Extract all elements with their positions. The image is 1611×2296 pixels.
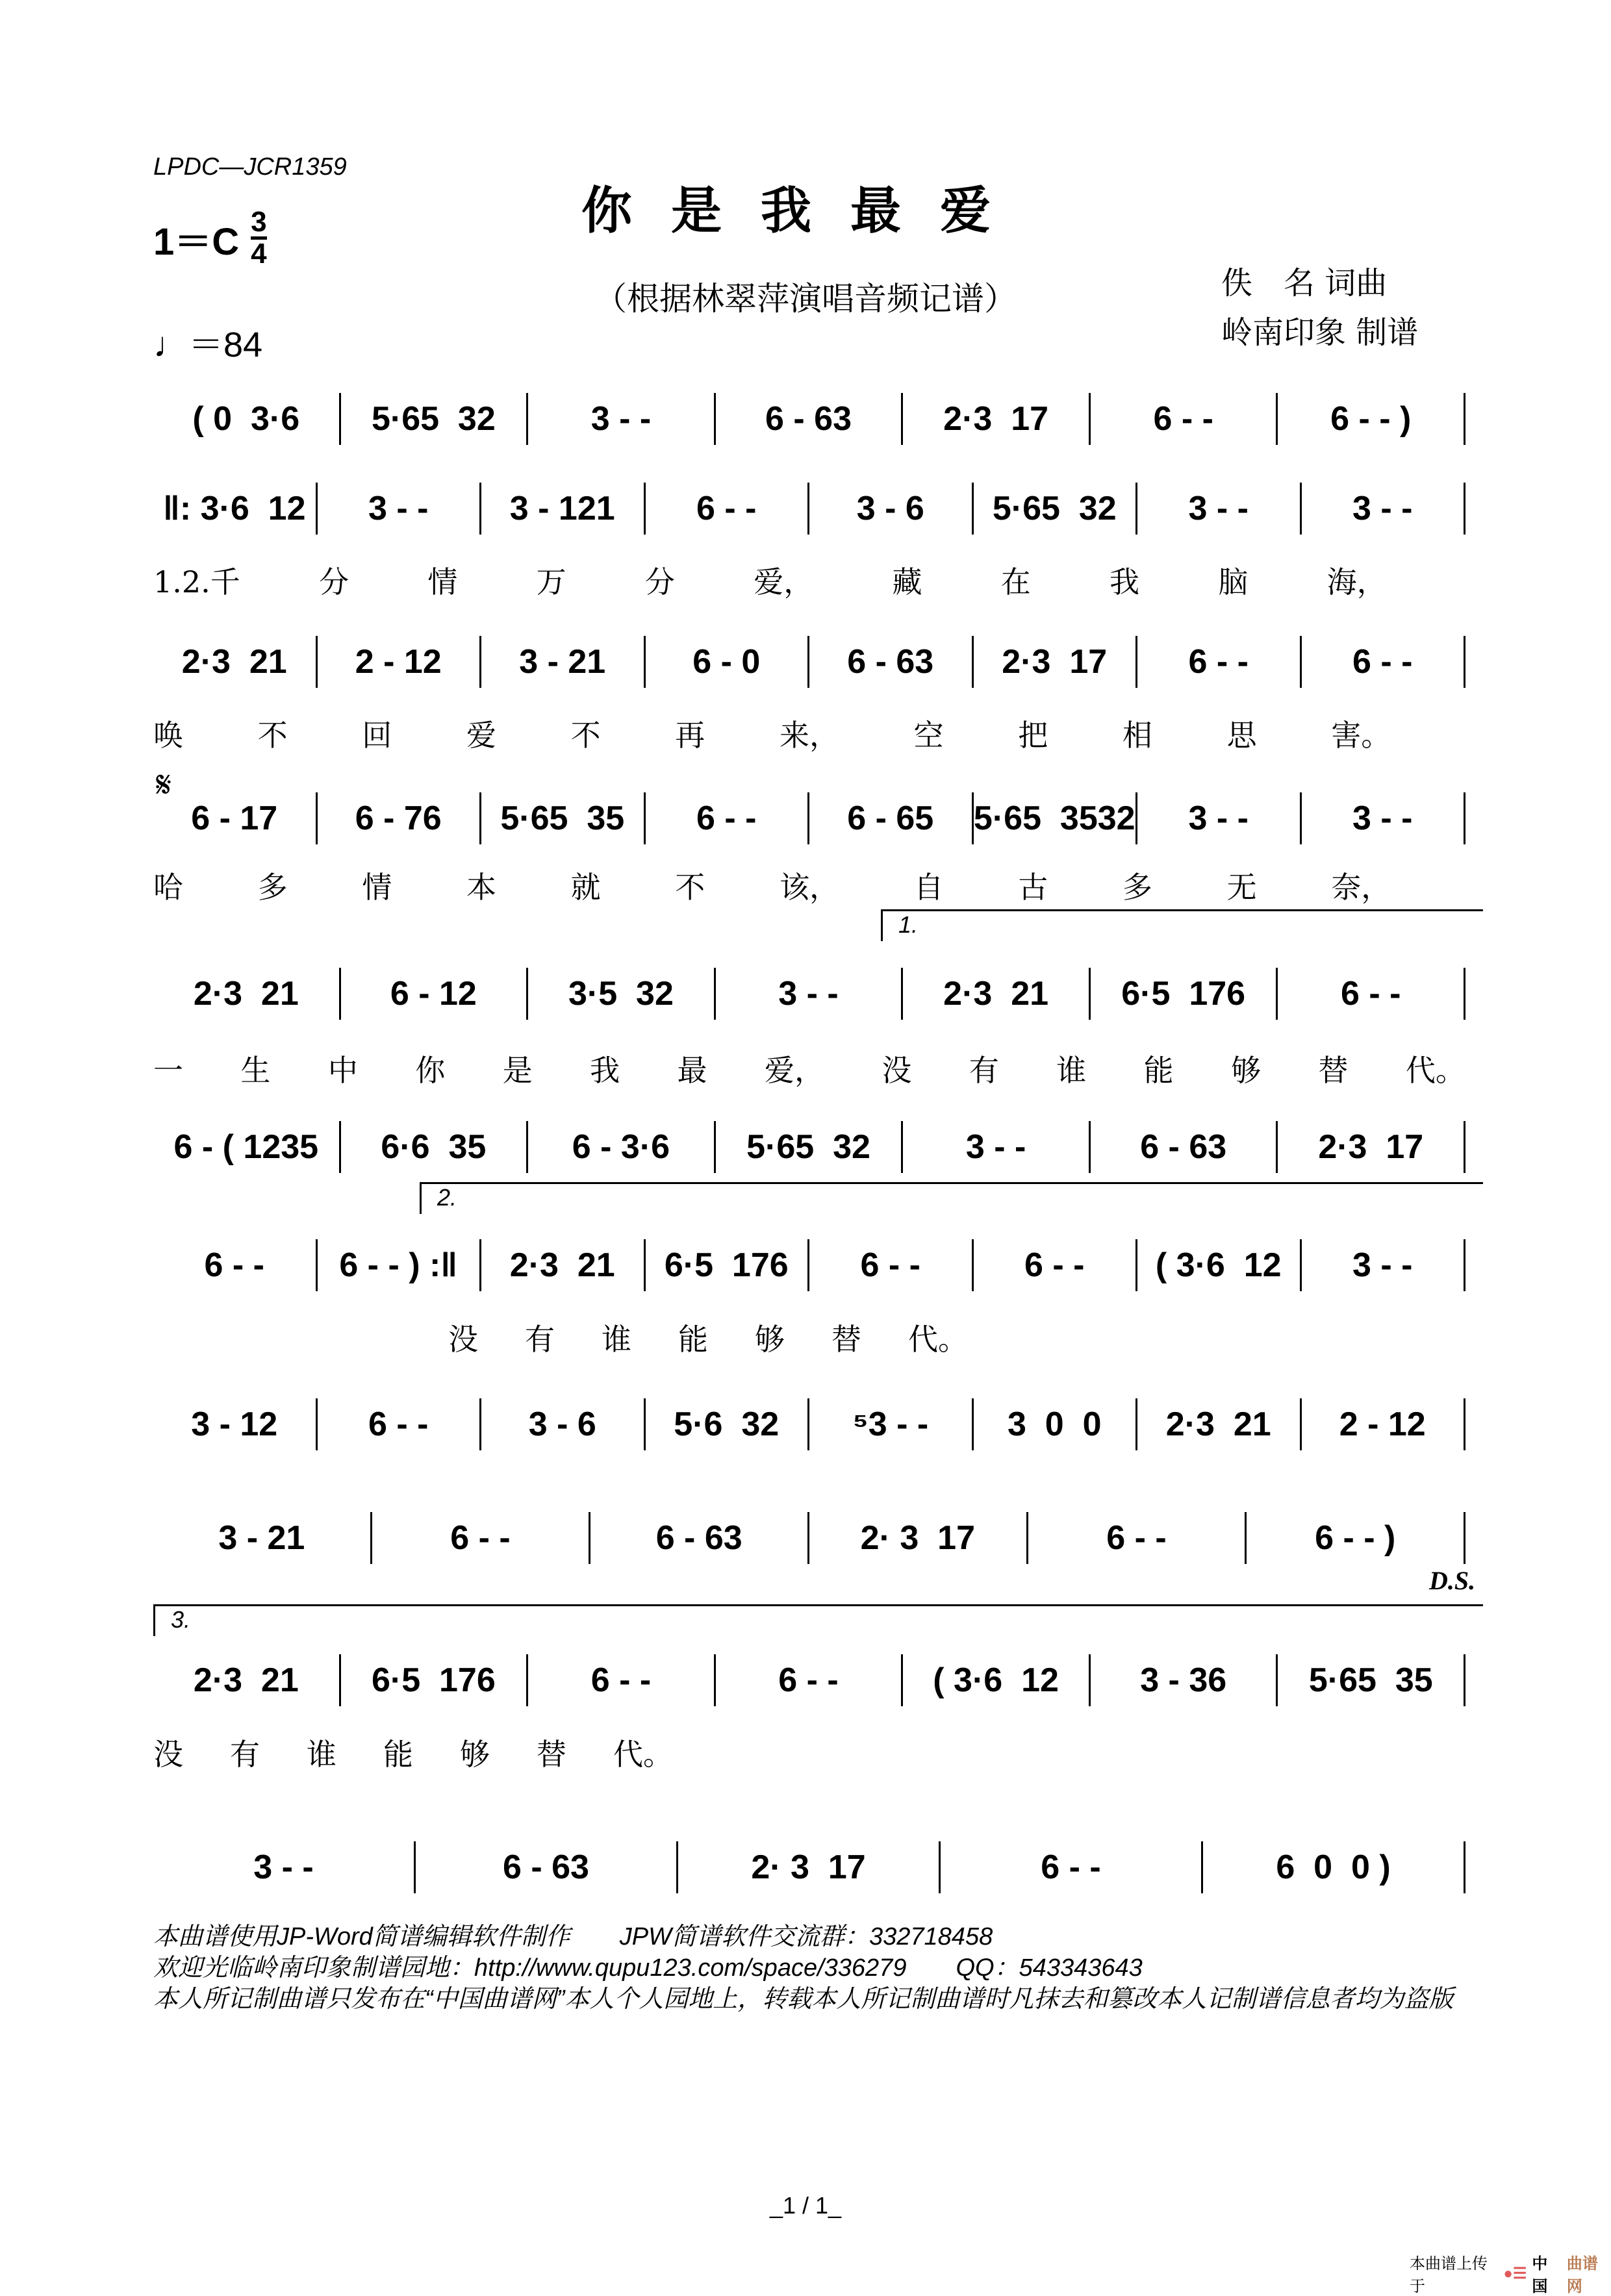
measure: 5·65 32 [341,393,529,445]
lyric-word: 能 [678,1322,708,1357]
measure: 6 - - [528,1654,716,1706]
measure: 2 - 12 [318,636,482,688]
lyric-word: 替 [537,1737,566,1772]
lyric-word: 哈 [153,870,183,905]
measure: 2· 3 17 [809,1512,1028,1564]
footer-line-1: 本曲谱使用JP-Word简谱编辑软件制作 JPW简谱软件交流群：332718458 [153,1923,993,1950]
lyric-word: 不 [570,718,601,753]
measure: 2·3 17 [974,636,1138,688]
measure: 6 - - [809,1239,974,1291]
lyric-word: 代。 [613,1737,673,1772]
time-bottom: 4 [251,238,267,270]
measure: 3 - 21 [153,1512,372,1564]
lyric-word: 爱， [764,1053,824,1088]
ds-marking: D.S. [1429,1566,1476,1595]
measure: 6 - - [1137,636,1302,688]
lyric-word: 一 [153,1053,183,1088]
segno-icon: 𝄋 [156,764,172,805]
score-row [153,1654,1465,1706]
lyric-word: 空 [913,718,944,753]
lyric-word: 不 [675,870,705,905]
measure: 6 - - [318,1398,482,1450]
score-row [153,1239,1465,1291]
measure: 5·65 35 [481,792,646,844]
measure: 6 - 76 [318,792,482,844]
measure: 6 - - [974,1239,1138,1291]
lyric-word: 你 [415,1053,446,1088]
lyric-word: 替 [1318,1053,1349,1088]
lyric-word: 爱 [466,718,496,753]
measure: 3 - - [1302,483,1466,535]
tempo-value: ＝84 [188,325,263,364]
lyric-word: 没 [448,1322,478,1357]
measure: 6 - - [1302,636,1466,688]
lyric-word: 脑 [1218,564,1249,599]
measure: 6 - 63 [1091,1121,1278,1173]
measure: 3 - - [318,483,482,535]
volta-bracket: 1. [881,909,1483,941]
footer-line-2: 欢迎光临岭南印象制谱园地：http://www.qupu123.com/space/336279 QQ：543343643 [153,1954,1143,1982]
measure: 3 - 121 [481,483,646,535]
upload-brand [1410,2251,1611,2296]
lyric-word: 本 [466,870,496,905]
lyric-word: 无 [1226,870,1257,905]
lyric-word: 思 [1226,718,1257,753]
measure: 6 - 63 [809,636,974,688]
measure: 6 - 65 [809,792,974,844]
lyric-word: 中 [327,1053,358,1088]
measure: 6 - - ) :‖ [318,1239,482,1291]
measure: 6 - 0 [646,636,810,688]
score-row [153,968,1465,1020]
brand-logo-icon: ●☰ [1503,2264,1527,2282]
score-row [153,483,1465,535]
measure: 5·65 32 [716,1121,904,1173]
lyric-word: 奈， [1331,870,1391,905]
measure: 6 - - [1278,968,1465,1020]
key-label: 1＝C [153,220,240,263]
lyric-word: 1.2.千 [153,564,240,599]
volta-bracket: 3. [153,1604,1483,1636]
lyric-word: 海， [1326,564,1387,599]
measure: 3 - - [1137,792,1302,844]
lyric-word: 再 [675,718,705,753]
lyric-word: 谁 [602,1322,631,1357]
measure: 3 - - [1137,483,1302,535]
lyric-word: 来， [779,718,839,753]
key-signature [153,208,267,268]
measure: 6 - - [646,483,810,535]
measure: 5·65 35 [1278,1654,1465,1706]
measure: 3 - 6 [809,483,974,535]
lyric-word: 多 [1122,870,1152,905]
lyric-word: 够 [1231,1053,1262,1088]
brand-name-qp: 曲谱网 [1566,2255,1598,2295]
lyric-word: 我 [590,1053,620,1088]
measure: 2·3 17 [903,393,1091,445]
score-row [153,1512,1465,1564]
volta-bracket: 2. [420,1182,1483,1214]
lyrics-line [153,559,1465,601]
lyric-word: 代。 [908,1322,968,1357]
measure: 3 - - [1302,792,1466,844]
composer-credit: 佚 名 词曲 [1221,265,1388,301]
measure: 2 - 12 [1302,1398,1466,1450]
measure: 2·3 21 [153,636,318,688]
brand-name-cn: 中国 [1532,2255,1548,2295]
measure: 6 - - [1028,1512,1247,1564]
measure: 3 - 12 [153,1398,318,1450]
score-row [153,636,1465,688]
lyric-word: 没 [882,1053,912,1088]
lyric-word: 生 [240,1053,271,1088]
lyric-word: 害。 [1331,718,1391,753]
lyric-word: 分 [644,564,675,599]
measure: 2·3 21 [153,1654,341,1706]
transcriber-credit: 岭南印象 制谱 [1221,314,1419,351]
lyric-word: 万 [536,564,566,599]
measure: 3 - - [1302,1239,1466,1291]
measure: 5·65 32 [974,483,1138,535]
lyric-word: 没 [153,1737,183,1772]
page-number: _1 / 1_ [769,2192,842,2219]
measure: 6 - - [153,1239,318,1291]
measure: 2·3 21 [481,1239,646,1291]
measure: 3 - - [153,1841,416,1893]
measure: ( 3·6 12 [903,1654,1091,1706]
measure: 6 - 63 [716,393,904,445]
lyric-word: 有 [525,1322,555,1357]
measure: 6 - - [372,1512,591,1564]
measure: 3 - 6 [481,1398,646,1450]
lyric-word: 够 [460,1737,490,1772]
lyrics-line [153,712,1465,755]
measure: 3 - 21 [481,636,646,688]
measure: 6 - - [941,1841,1203,1893]
upload-label: 本曲谱上传于 [1410,2255,1488,2295]
score-row [153,792,1465,844]
lyric-word: 代。 [1405,1053,1465,1088]
lyric-word: 不 [257,718,288,753]
measure: 2· 3 17 [678,1841,941,1893]
measure: 3 - - [716,968,904,1020]
lyrics-line [153,864,1465,907]
lyric-word: 相 [1122,718,1152,753]
subtitle: （根据林翠萍演唱音频记谱） [594,280,1017,318]
lyric-word: 在 [1000,564,1031,599]
time-top: 3 [251,208,266,240]
tempo-marking [153,317,262,367]
score-code: LPDC—JCR1359 [153,153,347,181]
lyrics-line [448,1316,968,1359]
measure: 2·3 21 [153,968,341,1020]
lyric-word: 是 [502,1053,533,1088]
lyric-word: 有 [969,1053,999,1088]
measure: 3 - - [903,1121,1091,1173]
lyric-word: 把 [1018,718,1048,753]
measure: 6·5 176 [341,1654,529,1706]
lyric-word: 情 [362,870,392,905]
lyric-word: 谁 [307,1737,336,1772]
measure: 2·3 17 [1278,1121,1465,1173]
score-row [153,1121,1465,1173]
lyrics-line [153,1731,673,1774]
lyric-word: 回 [362,718,392,753]
measure: ( 3·6 12 [1137,1239,1302,1291]
measure: 6 - 3·6 [528,1121,716,1173]
measure: 6 - 12 [341,968,529,1020]
lyric-word: 替 [831,1322,861,1357]
song-title: 你是我最爱 [581,181,1030,240]
time-signature [251,208,266,268]
credits [1221,259,1418,357]
score-row [153,1398,1465,1450]
measure: 3·5 32 [528,968,716,1020]
lyrics-line [153,1047,1465,1090]
lyric-word: 能 [383,1737,413,1772]
measure: 3 - - [528,393,716,445]
measure: 6 - ( 1235 [153,1121,341,1173]
measure: ( 0 3·6 [153,393,341,445]
measure: 6·5 176 [646,1239,810,1291]
lyric-word: 就 [570,870,601,905]
lyric-word: 该， [779,870,839,905]
lyric-word: 藏 [892,564,922,599]
measure: ‖: 3·6 12 [153,483,318,535]
measure: 6 - - [646,792,810,844]
measure: 3 - 36 [1091,1654,1278,1706]
lyric-word: 我 [1110,564,1140,599]
measure: 6 - - [1091,393,1278,445]
measure: 6 0 0 ) [1203,1841,1465,1893]
score-row [153,393,1465,445]
lyric-word: 自 [913,870,944,905]
lyric-word: 分 [319,564,349,599]
quarter-note-icon: ♩ [153,325,188,364]
measure: 5·65 3532 [974,792,1138,844]
measure: 2·3 21 [903,968,1091,1020]
score-row [153,1841,1465,1893]
lyric-word: 爱， [754,564,814,599]
measure: ⁵3 - - [809,1398,974,1450]
measure: 3 0 0 [974,1398,1138,1450]
lyric-word: 够 [755,1322,785,1357]
measure: 6·5 176 [1091,968,1278,1020]
lyric-word: 古 [1018,870,1048,905]
lyric-word: 唤 [153,718,183,753]
lyric-word: 有 [230,1737,260,1772]
lyric-word: 最 [677,1053,707,1088]
lyric-word: 多 [257,870,288,905]
measure: 6·6 35 [341,1121,529,1173]
footer-line-3: 本人所记制曲谱只发布在“中国曲谱网”本人个人园地上，转载本人所记制曲谱时凡抹去和篡改本人记制谱信息者均为盗版 [153,1986,1454,2013]
lyric-word: 情 [427,564,458,599]
measure: 6 - - ) [1247,1512,1465,1564]
measure: 5·6 32 [646,1398,810,1450]
measure: 6 - - ) [1278,393,1465,445]
measure: 6 - - [716,1654,904,1706]
measure: 6 - 63 [590,1512,809,1564]
measure: 2·3 21 [1137,1398,1302,1450]
lyric-word: 能 [1143,1053,1174,1088]
measure: 6 - 63 [416,1841,678,1893]
measure: 6 - 17 [153,792,318,844]
lyric-word: 谁 [1056,1053,1087,1088]
